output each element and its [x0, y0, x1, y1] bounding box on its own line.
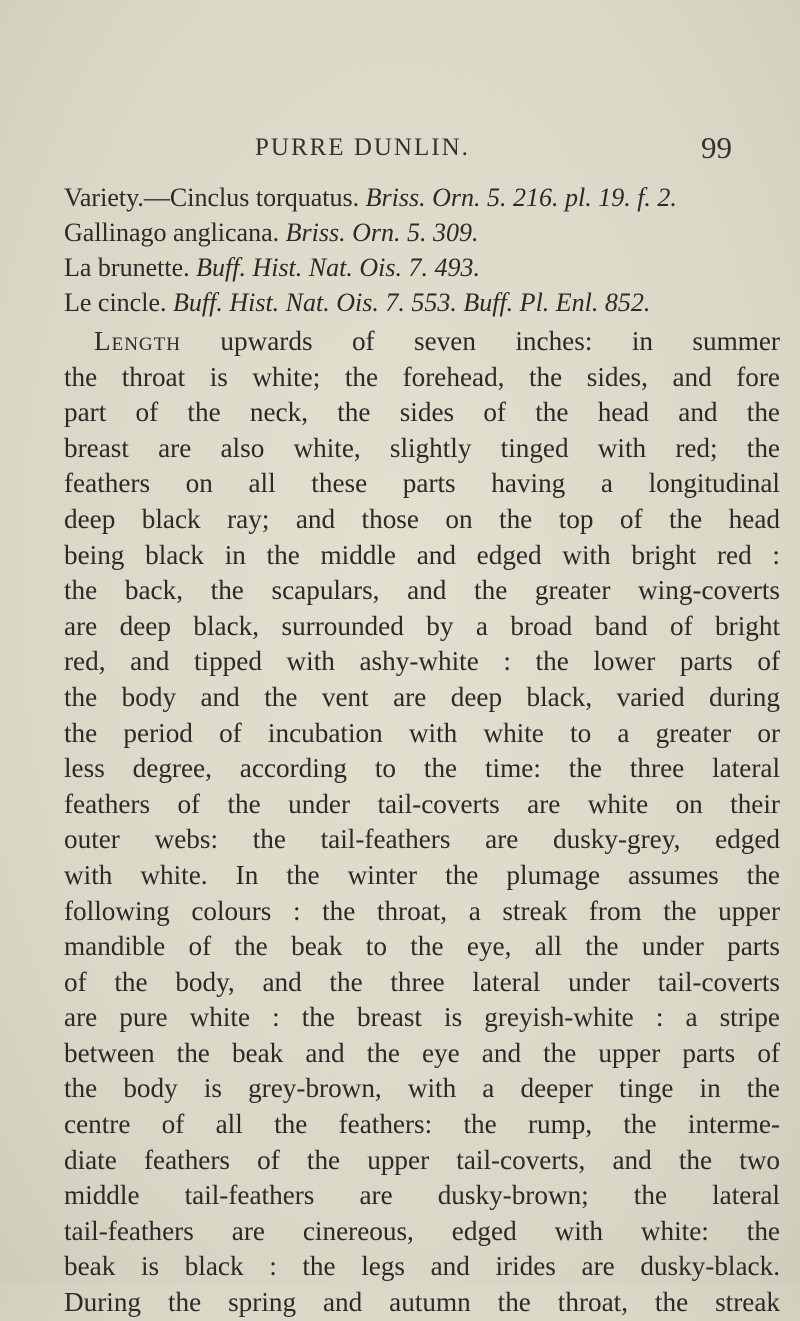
synonym-entry — [64, 215, 784, 250]
text-line: During the spring and autumn the throat, the streak — [64, 1287, 780, 1318]
text-line: centre of all the feathers: the rump, the interme- — [64, 1109, 780, 1140]
text-line — [64, 324, 780, 360]
synonym-name: Variety.—Cinclus torquatus. — [64, 183, 360, 212]
text-line: with white. In the winter the plumage assumes the — [64, 859, 780, 890]
text-line: being black in the middle and edged with bright red : — [64, 539, 780, 570]
synonym-name: La brunette. — [64, 253, 190, 282]
synonym-citation: Buff. Hist. Nat. Ois. 7. 553. Buff. Pl. Enl. 852. — [173, 288, 651, 317]
running-head — [0, 130, 800, 174]
synonym-name: Le cincle. — [64, 288, 167, 317]
text-line: between the beak and the eye and the upper parts of — [64, 1037, 780, 1068]
text-line: red, and tipped with ashy-white : the lower parts of — [64, 646, 780, 677]
text-line: breast are also white, slightly tinged with red; the — [64, 432, 780, 463]
synonym-entry — [64, 250, 784, 285]
text-line: middle tail-feathers are dusky-brown; the lateral — [64, 1180, 780, 1211]
synonym-entry — [64, 285, 784, 320]
description-paragraph — [64, 324, 780, 1321]
synonym-citation: Briss. Orn. 5. 216. pl. 19. f. 2. — [365, 183, 677, 212]
text-line: are pure white : the breast is greyish-white : a stripe — [64, 1002, 780, 1033]
synonym-citation: Buff. Hist. Nat. Ois. 7. 493. — [196, 253, 480, 282]
text-line: tail-feathers are cinereous, edged with white: the — [64, 1215, 780, 1246]
text-line: beak is black : the legs and irides are dusky-black. — [64, 1251, 780, 1282]
synonym-name: Gallinago anglicana. — [64, 218, 280, 247]
synonym-entry — [64, 180, 784, 215]
synonym-citation: Briss. Orn. 5. 309. — [285, 218, 479, 247]
text-line: are deep black, surrounded by a broad band of bright — [64, 610, 780, 641]
text-line: less degree, according to the time: the three lateral — [64, 753, 780, 784]
text-line: feathers of the under tail-coverts are white on their — [64, 788, 780, 819]
text-line: part of the neck, the sides of the head and the — [64, 397, 780, 428]
text-line: the back, the scapulars, and the greater wing-coverts — [64, 575, 780, 606]
text-line: outer webs: the tail-feathers are dusky-grey, edged — [64, 824, 780, 855]
page-number: 99 — [701, 130, 732, 165]
line-text: upwards of seven inches: in summer — [180, 326, 780, 356]
text-line: the body and the vent are deep black, varied during — [64, 681, 780, 712]
text-line: the throat is white; the forehead, the sides, and fore — [64, 361, 780, 392]
text-line: feathers on all these parts having a longitudinal — [64, 468, 780, 499]
running-title: PURRE DUNLIN. — [255, 134, 470, 161]
synonymy-list — [64, 180, 784, 320]
text-line: the body is grey-brown, with a deeper tinge in the — [64, 1073, 780, 1104]
text-line: mandible of the beak to the eye, all the under parts — [64, 931, 780, 962]
text-line: deep black ray; and those on the top of the head — [64, 503, 780, 534]
lead-word: Length — [94, 326, 181, 356]
text-line: the period of incubation with white to a greater or — [64, 717, 780, 748]
text-line: following colours : the throat, a streak from the upper — [64, 895, 780, 926]
text-line: of the body, and the three lateral under tail-coverts — [64, 966, 780, 997]
text-line: diate feathers of the upper tail-coverts, and the two — [64, 1144, 780, 1175]
